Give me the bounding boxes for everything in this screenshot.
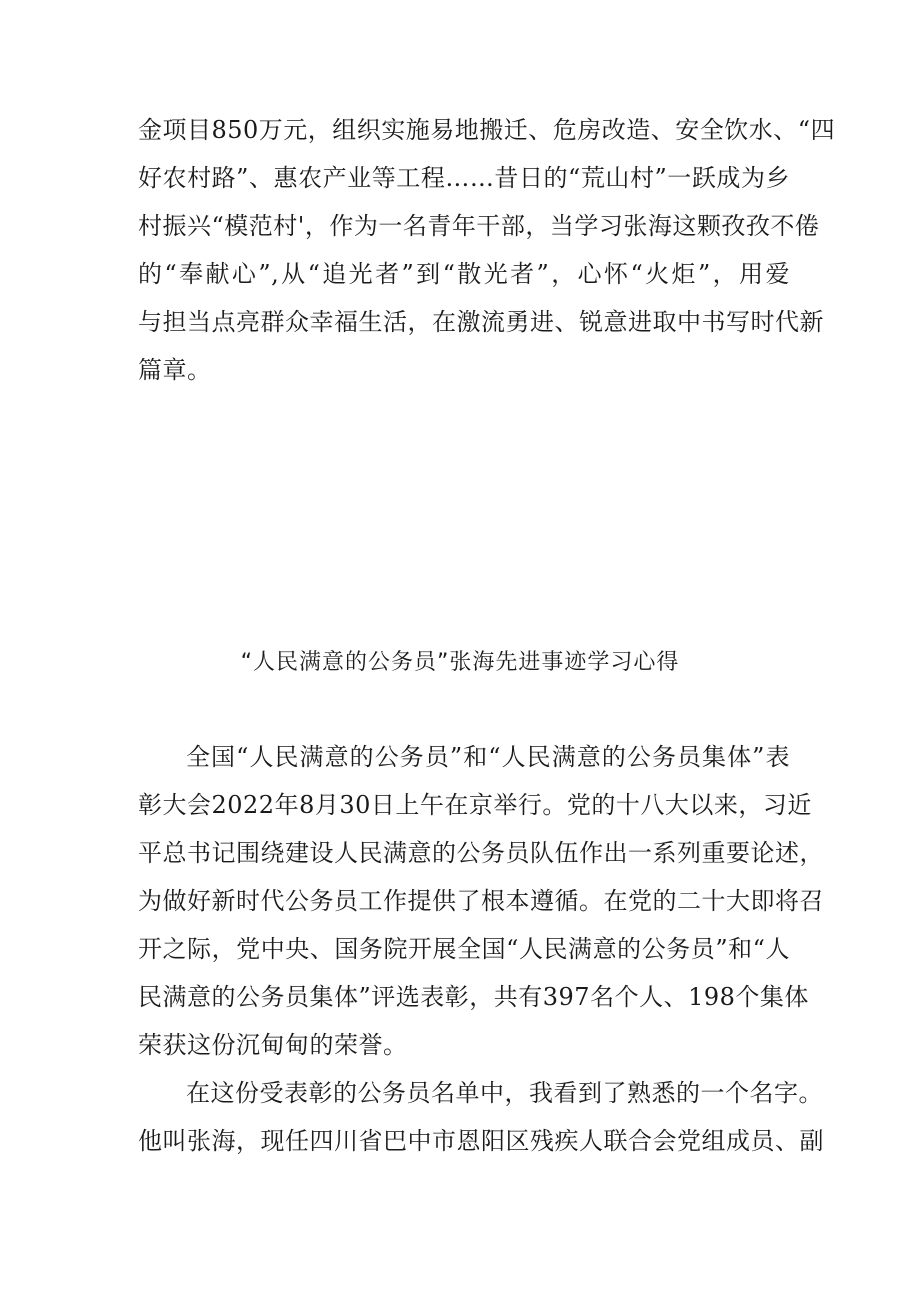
- text-line: 篇章。: [138, 356, 212, 384]
- article-title: “人民满意的公务员”张海先进事迹学习心得: [240, 650, 680, 675]
- text-line: 在这份受表彰的公务员名单中，我看到了熟悉的一个名字。: [186, 1079, 823, 1107]
- text-line: 与担当点亮群众幸福生活，在激流勇进、锐意进取中书写时代新: [138, 308, 824, 336]
- text-line: 开之际，党中央、国务院开展全国“人民满意的公务员”和“人: [138, 935, 790, 963]
- text-line: 好农村路”、惠农产业等工程……昔日的“荒山村”一跃成为乡: [138, 164, 790, 192]
- text-line: 民满意的公务员集体”评选表彰，共有397名个人、198个集体: [138, 983, 809, 1011]
- text-line: 平总书记围绕建设人民满意的公务员队伍作出一系列重要论述，: [138, 839, 824, 867]
- text-line: 金项目850万元，组织实施易地搬迁、危房改造、安全饮水、“四: [138, 116, 836, 144]
- text-line: 为做好新时代公务员工作提供了根本遵循。在党的二十大即将召: [138, 887, 824, 915]
- text-line: 彰大会2022年8月30日上午在京举行。党的十八大以来，习近: [138, 791, 812, 819]
- text-line: 荣获这份沉甸甸的荣誉。: [138, 1031, 408, 1059]
- text-line: 他叫张海，现任四川省巴中市恩阳区残疾人联合会党组成员、副: [138, 1127, 824, 1155]
- text-line: 村振兴“模范村'，作为一名青年干部，当学习张海这颗孜孜不倦: [138, 212, 820, 240]
- text-line: 全国“人民满意的公务员”和“人民满意的公务员集体”表: [186, 743, 790, 771]
- text-line: 的“奉献心”,从“追光者”到“散光者”，心怀“火炬”，用爱: [138, 260, 790, 288]
